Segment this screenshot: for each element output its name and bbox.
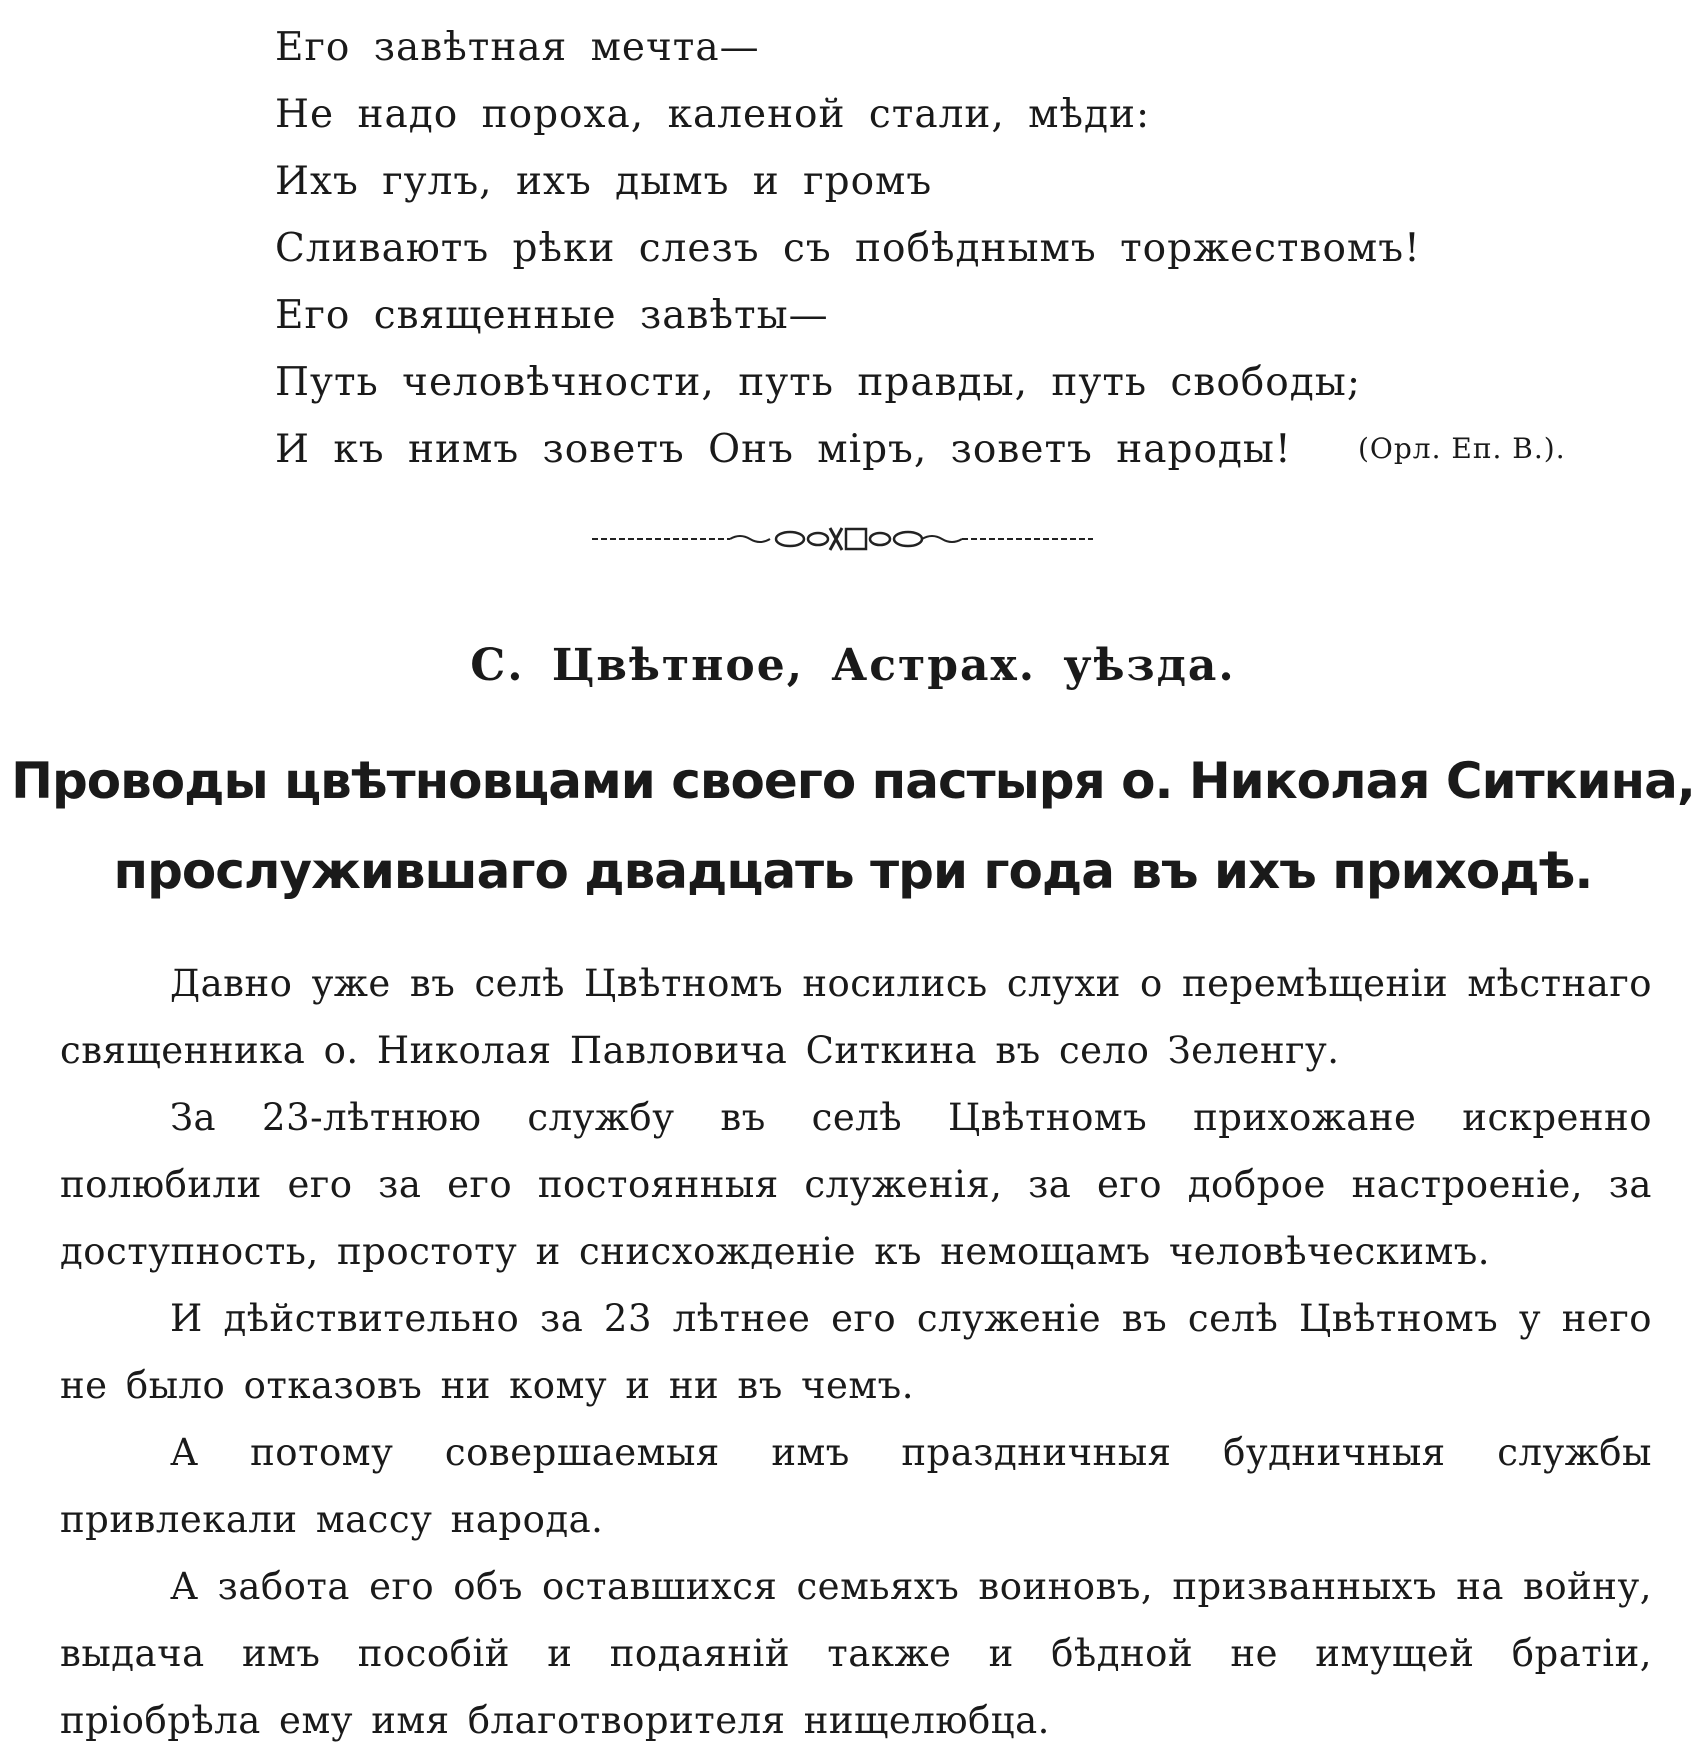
poem-line: Его священные завѣты— <box>275 293 829 338</box>
poem-line: Его завѣтная мечта— <box>275 25 760 70</box>
article-body <box>60 950 1652 1754</box>
poem-line: Сливаютъ рѣки слезъ съ побѣднымъ торжествомъ! <box>275 226 1421 271</box>
poem-line: Ихъ гулъ, ихъ дымъ и громъ <box>275 159 933 204</box>
poem-source: (Орл. Еп. В.). <box>1358 432 1566 465</box>
place-heading: С. Цвѣтное, Астрах. уѣзда. <box>470 640 1236 691</box>
poem-line: Не надо пороха, каленой стали, мѣди: <box>275 92 1151 137</box>
poem <box>275 14 1655 483</box>
article-title-line-1: Проводы цвѣтновцами своего пастыря о. Николая Ситкина, <box>11 752 1695 810</box>
paragraph: А забота его объ оставшихся семьяхъ воиновъ, призванныхъ на войну, выдача имъ пособій и подаяній также и бѣдной не имущей братіи, пріобрѣла ему имя благотворителя нищелюбца. <box>60 1565 1652 1742</box>
paragraph: И дѣйствительно за 23 лѣтнее его служеніе въ селѣ Цвѣтномъ у него не было отказовъ ни кому и ни въ чемъ. <box>60 1297 1652 1407</box>
paragraph: А потому совершаемыя имъ праздничныя будничныя службы привлекали массу народа. <box>60 1431 1652 1541</box>
paragraph: Давно уже въ селѣ Цвѣтномъ носились слухи о перемѣщеніи мѣстнаго священника о. Николая Павловича Ситкина въ село Зеленгу. <box>60 962 1652 1072</box>
poem-line: Путь человѣчности, путь правды, путь свободы; <box>275 360 1361 405</box>
ornament-divider <box>590 518 1095 558</box>
poem-line: И къ нимъ зоветъ Онъ міръ, зоветъ народы! <box>275 427 1292 472</box>
paragraph: За 23-лѣтнюю службу въ селѣ Цвѣтномъ прихожане искренно полюбили его за его постоянныя служенія, за его доброе настроеніе, за доступность, простоту и снисхожденіе къ немощамъ человѣческимъ. <box>60 1096 1652 1273</box>
article-title-line-2: прослужившаго двадцать три года въ ихъ приходѣ. <box>113 842 1593 900</box>
